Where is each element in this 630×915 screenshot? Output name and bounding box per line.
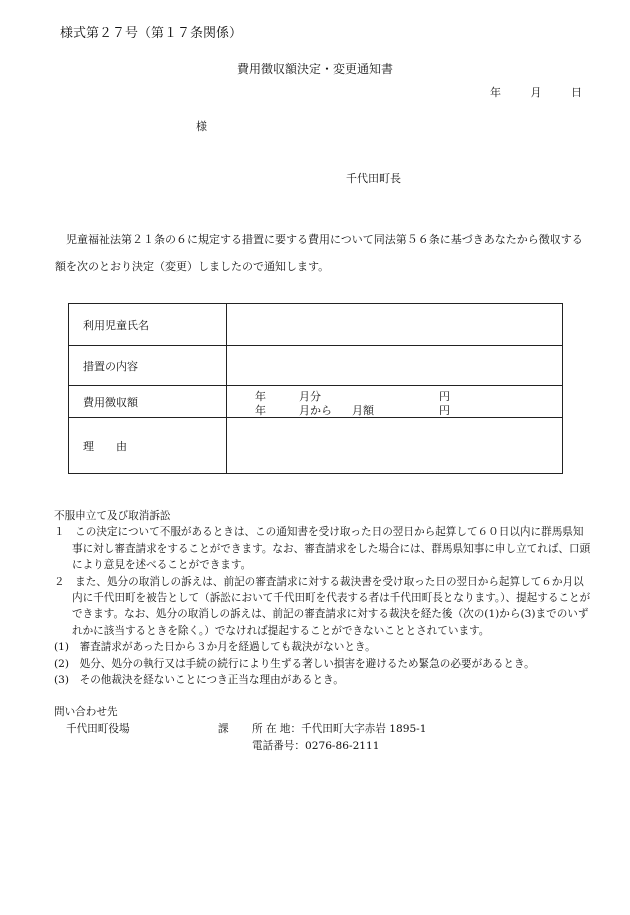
table-row	[69, 386, 563, 418]
appeal-section	[54, 508, 594, 688]
contact-office-line	[54, 721, 427, 738]
table-row	[69, 346, 563, 386]
issue-date	[464, 84, 582, 100]
row-value-fee	[227, 386, 563, 418]
fee-year: 年	[255, 403, 266, 417]
row-label-measure: 措置の内容	[69, 346, 227, 386]
appeal-heading: 不服申立て及び取消訴訟	[54, 510, 171, 522]
fee-year: 年	[255, 389, 266, 403]
appeal-sub-2: (2) 処分、処分の執行又は手続の続行により生ずる著しい損害を避けるため緊急の必要があるとき。	[54, 657, 535, 670]
fee-line-2	[227, 402, 562, 416]
row-value-child-name	[227, 304, 563, 346]
contact-address: 所 在 地：千代田町大字赤岩 1895-1	[252, 723, 427, 735]
fee-month-from: 月から	[299, 403, 332, 417]
row-label-reason: 理 由	[69, 418, 227, 474]
contact-office: 千代田町役場	[66, 723, 130, 735]
contact-section	[54, 704, 427, 755]
row-value-reason	[227, 418, 563, 474]
notice-body: 児童福祉法第２１条の６に規定する措置に要する費用について同法第５６条に基づきあなたから徴収する額を次のとおり決定（変更）しましたので通知します。	[55, 233, 583, 273]
issuer: 千代田町長	[346, 172, 401, 185]
row-label-fee: 費用徴収額	[69, 386, 227, 418]
appeal-item-2: ２ また、処分の取消しの訴えは、前記の審査請求に対する裁決書を受け取った日の翌日から起算して６か月以内に千代田町を被告として（訴訟において千代田町を代表する者は千代田町長となります。）、提起することができます。なお、処分の取消しの訴えは、前記の審査請求に対する裁決を経た後（次の(1)から(3)までのいずれかに該当するときを除く。）でなければ提起することができないこととされています。	[54, 575, 591, 637]
row-label-child-name: 利用児童氏名	[69, 304, 227, 346]
addressee: 様	[196, 120, 207, 133]
fee-yen: 円	[439, 403, 450, 417]
fee-yen: 円	[439, 389, 450, 403]
contact-phone-line	[54, 738, 380, 755]
fee-month: 月分	[299, 389, 321, 403]
row-value-measure	[227, 346, 563, 386]
date-year: 年	[490, 86, 501, 99]
fee-monthly: 月額	[352, 403, 374, 417]
table-row	[69, 304, 563, 346]
table-row	[69, 418, 563, 474]
fee-table	[68, 303, 563, 474]
date-month: 月	[530, 86, 542, 99]
fee-line-1	[227, 388, 562, 402]
form-number: 様式第２７号（第１７条関係）	[60, 26, 243, 41]
contact-phone: 電話番号：0276-86-2111	[252, 740, 380, 752]
contact-heading: 問い合わせ先	[54, 706, 118, 718]
date-day: 日	[571, 86, 582, 99]
appeal-sub-1: (1) 審査請求があった日から３か月を経過しても裁決がないとき。	[54, 641, 376, 654]
document-title: 費用徴収額決定・変更通知書	[236, 62, 393, 76]
contact-section-label: 課	[218, 723, 229, 735]
appeal-sub-3: (3) その他裁決を経ないことにつき正当な理由があるとき。	[54, 674, 344, 687]
appeal-item-1: １ この決定について不服があるときは、この通知書を受け取った日の翌日から起算して６０日以内に群馬県知事に対し審査請求をすることができます。なお、審査請求をした場合には、群馬県知事に申し立てれば、口頭により意見を述べることができます。	[54, 526, 591, 572]
